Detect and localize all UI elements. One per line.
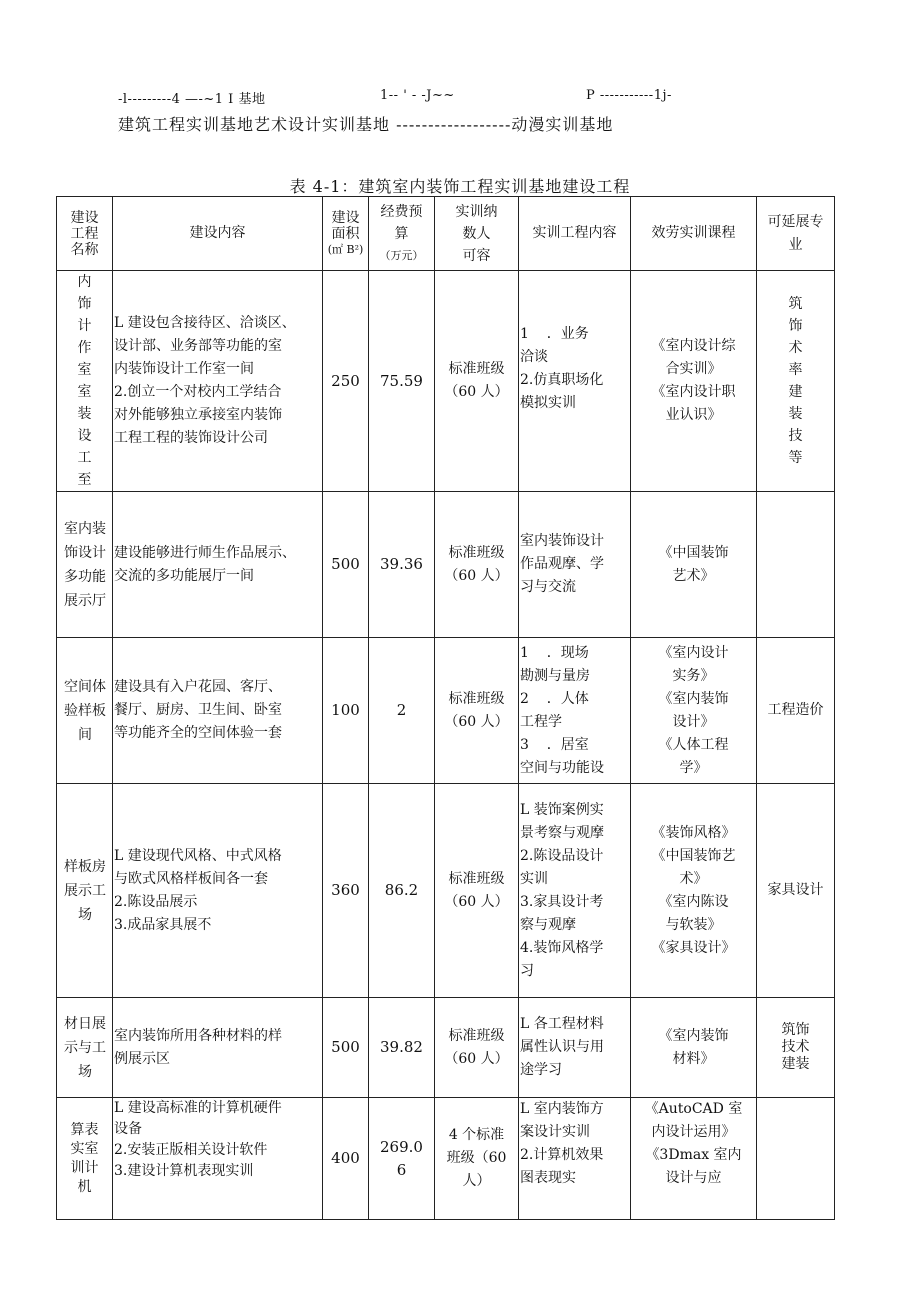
cell-course: 《室内设计综 合实训》 《室内设计职 业认识》 <box>631 271 757 492</box>
cell-project: L 室内装饰方 案设计实训 2.计算机效果 图表现实 <box>519 1098 631 1220</box>
cell-major <box>757 492 835 638</box>
table-row <box>57 1098 835 1220</box>
header-fragment-b: 1-- ' - -J~~ <box>380 88 455 103</box>
cell-project: 1 ．业务 洽谈 2.仿真职场化 模拟实训 <box>519 271 631 492</box>
cell-major: 家具设计 <box>757 784 835 998</box>
table-caption: 表 4-1：建筑室内装饰工程实训基地建设工程 <box>289 177 631 196</box>
cell-capacity: 标准班级 （60 人） <box>435 271 519 492</box>
cell-area: 250 <box>323 271 369 492</box>
cell-project: 1 ．现场 勘测与量房 2 ．人体 工程学 3 ．居室 空间与功能设 <box>519 638 631 784</box>
cell-budget: 39.82 <box>369 998 435 1098</box>
cell-capacity: 标准班级 （60 人） <box>435 784 519 998</box>
cell-capacity: 标准班级 （60 人） <box>435 492 519 638</box>
cell-name: 材日展示与工场 <box>57 998 113 1098</box>
cell-project: L 装饰案例实 景考察与观摩 2.陈设品设计 实训 3.家具设计考 察与观摩 4.装饰风格学 习 <box>519 784 631 998</box>
cell-name: 算表实室训计机 <box>57 1098 113 1220</box>
cell-area: 360 <box>323 784 369 998</box>
cell-content: 室内装饰所用各种材料的样 例展示区 <box>113 998 323 1098</box>
header-course: 效劳实训课程 <box>631 197 757 271</box>
header-major: 可延展专业 <box>757 197 835 271</box>
header-capacity: 实训纳 数人 可容 <box>435 197 519 271</box>
cell-capacity: 标准班级 （60 人） <box>435 998 519 1098</box>
header-fragment-a: -l---------4 —-~1 I 基地 <box>118 92 266 107</box>
cell-budget: 39.36 <box>369 492 435 638</box>
cell-capacity: 4 个标准 班级（60 人） <box>435 1098 519 1220</box>
cell-course: 《装饰风格》 《中国装饰艺 术》 《室内陈设 与软装》 《家具设计》 <box>631 784 757 998</box>
cell-content: L 建设包含接待区、洽谈区、 设计部、业务部等功能的室 内装饰设计工作室一间 2.创立一个对校内工学结合 对外能够独立承接室内装饰 工程工程的装饰设计公司 <box>113 271 323 492</box>
table-row <box>57 638 835 784</box>
cell-content: 建设具有入户花园、客厅、 餐厅、厨房、卫生间、卧室 等功能齐全的空间体验一套 <box>113 638 323 784</box>
header-fragment-c: P -----------1j- <box>586 88 672 103</box>
cell-name: 样板房展示工场 <box>57 784 113 998</box>
cell-name: 空间体验样板间 <box>57 638 113 784</box>
cell-major: 筑饰技术建装 <box>757 998 835 1098</box>
table-header-row <box>57 197 835 271</box>
cell-name: 室内装饰设计多功能展示厅 <box>57 492 113 638</box>
header-project: 实训工程内容 <box>519 197 631 271</box>
cell-content: L 建设现代风格、中式风格 与欧式风格样板间各一套 2.陈设品展示 3.成品家具展不 <box>113 784 323 998</box>
header-line-1 <box>118 88 738 108</box>
cell-name: 内饰计作室室装设工至 <box>57 271 113 492</box>
cell-major: 筑饰术率建装技等 <box>757 271 835 492</box>
cell-area: 100 <box>323 638 369 784</box>
cell-area: 400 <box>323 1098 369 1220</box>
cell-budget: 86.2 <box>369 784 435 998</box>
cell-course: 《室内设计 实务》 《室内装饰 设计》 《人体工程 学》 <box>631 638 757 784</box>
header-budget: 经费预 算 （万元） <box>369 197 435 271</box>
table-row <box>57 998 835 1098</box>
cell-course: 《中国装饰 艺术》 <box>631 492 757 638</box>
table-row <box>57 492 835 638</box>
construction-table <box>56 196 835 1220</box>
cell-major: 工程造价 <box>757 638 835 784</box>
cell-budget: 2 <box>369 638 435 784</box>
cell-project: 室内装饰设计 作品观摩、学 习与交流 <box>519 492 631 638</box>
cell-content: L 建设高标准的计算机硬件 设备 2.安装正版相关设计软件 3.建设计算机表现实训 <box>113 1098 323 1220</box>
table-row <box>57 271 835 492</box>
cell-budget: 269.0 6 <box>369 1098 435 1220</box>
header-content: 建设内容 <box>113 197 323 271</box>
cell-course: 《AutoCAD 室 内设计运用》 《3Dmax 室内 设计与应 <box>631 1098 757 1220</box>
table-row <box>57 784 835 998</box>
cell-capacity: 标准班级 （60 人） <box>435 638 519 784</box>
cell-project: L 各工程材料 属性认识与用 途学习 <box>519 998 631 1098</box>
cell-budget: 75.59 <box>369 271 435 492</box>
header-area: 建设 面积 (㎡ B²) <box>323 197 369 271</box>
cell-area: 500 <box>323 492 369 638</box>
header-line-2: 建筑工程实训基地艺术设计实训基地 ------------------动漫实训基地 <box>118 115 614 134</box>
cell-content: 建设能够进行师生作品展示、 交流的多功能展厅一间 <box>113 492 323 638</box>
cell-course: 《室内装饰 材料》 <box>631 998 757 1098</box>
cell-major <box>757 1098 835 1220</box>
header-name: 建设工程名称 <box>57 197 113 271</box>
cell-area: 500 <box>323 998 369 1098</box>
